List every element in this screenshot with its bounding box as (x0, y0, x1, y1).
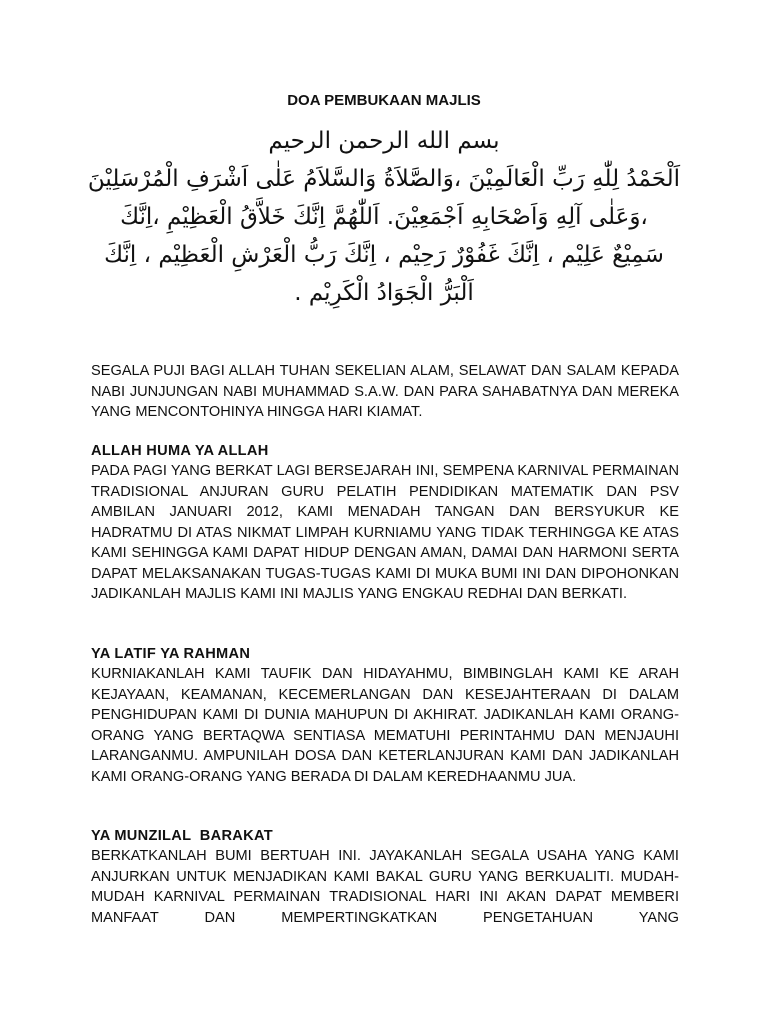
arabic-prayer-line: اَلْبَرُّ الْجَوَادُ الْكَرِيْم . (294, 280, 474, 306)
section-heading: YA LATIF YA RAHMAN (91, 646, 251, 662)
section-paragraph: PADA PAGI YANG BERKAT LAGI BERSEJARAH INI, SEMPENA KARNIVAL PERMAINAN TRADISIONAL ANJURAN GURU PELATIH PENDIDIKAN MATEMATIK DAN PSV AMBILAN JANUARI 2012, KAMI MENADAH TANGAN DAN BERSYUKUR KE HADRATMU DI ATAS NIKMAT LIMPAH KURNIAMU YANG TIDAK TERHINGGA KE ATAS KAMI SEHINGGA KAMI DAPAT HIDUP DENGAN AMAN, DAMAI DAN HARMONI SERTA DAPAT MELAKSANAKAN TUGAS-TUGAS KAMI DI MUKA BUMI INI DAN DIPOHONKAN JADIKANLAH MAJLIS KAMI INI MAJLIS YANG ENGKAU REDHAI DAN BERKATI. (91, 463, 679, 602)
section-paragraph: BERKATKANLAH BUMI BERTUAH INI. JAYAKANLAH SEGALA USAHA YANG KAMI ANJURKAN UNTUK MENJADIKAN KAMI BAKAL GURU YANG BERKUALITI. MUDAH-MUDAH KARNIVAL PERMAINAN TRADISIONAL HARI INI AKAN DAPAT MEMBERI MANFAAT DAN MEMPERTINGKATKAN PENGETAHUAN YANG (91, 848, 679, 926)
section-heading: YA MUNZILAL BARAKAT (91, 828, 273, 844)
arabic-prayer-line: اَلْحَمْدُ لِلّٰهِ رَبِّ الْعَالَمِيْنَ ،وَالصَّلاَةُ وَالسَّلاَمُ عَلٰى اَشْرَفِ الْمُرْسَلِيْنَ (87, 166, 681, 192)
arabic-prayer-line: سَمِيْعٌ عَلِيْم ، اِنَّكَ غَفُوْرٌ رَحِيْم ، اِنَّكَ رَبُّ الْعَرْشِ الْعَظِيْم ، اِنَّكَ (104, 242, 664, 268)
arabic-prayer-block (85, 122, 683, 312)
arabic-prayer-line: ،وَعَلٰى آلِهِ وَاَصْحَابِهِ اَجْمَعِيْنَ. اَللّٰهُمَّ اِنَّكَ خَلاَّقُ الْعَظِيْمِ ،اِنَّكَ (120, 204, 648, 230)
section-paragraph: KURNIAKANLAH KAMI TAUFIK DAN HIDAYAHMU, BIMBINGLAH KAMI KE ARAH KEJAYAAN, KEAMANAN, KECEMERLANGAN DAN KESEJAHTERAAN DI DALAM PENGHIDUPAN KAMI DI DUNIA MAHUPUN DI AKHIRAT. JADIKANLAH KAMI ORANG-ORANG YANG BERTAQWA SENTIASA MEMATUHI PERINTAHMU DAN MENJAUHI LARANGANMU. AMPUNILAH DOSA DAN KETERLANJURAN KAMI DAN JADIKANLAH KAMI ORANG-ORANG YANG BERADA DI DALAM KEREDHAANMU JUA. (91, 666, 679, 785)
intro-paragraph: SEGALA PUJI BAGI ALLAH TUHAN SEKELIAN ALAM, SELAWAT DAN SALAM KEPADA NABI JUNJUNGAN NABI MUHAMMAD S.A.W. DAN PARA SAHABATNYA DAN MEREKA YANG MENCONTOHINYA HINGGA HARI KIAMAT. (91, 363, 679, 420)
arabic-basmalah-line: بسم الله الرحمن الرحيم (268, 128, 500, 154)
document-title: DOA PEMBUKAAN MAJLIS (287, 92, 481, 109)
section-heading: ALLAH HUMA YA ALLAH (91, 443, 269, 459)
